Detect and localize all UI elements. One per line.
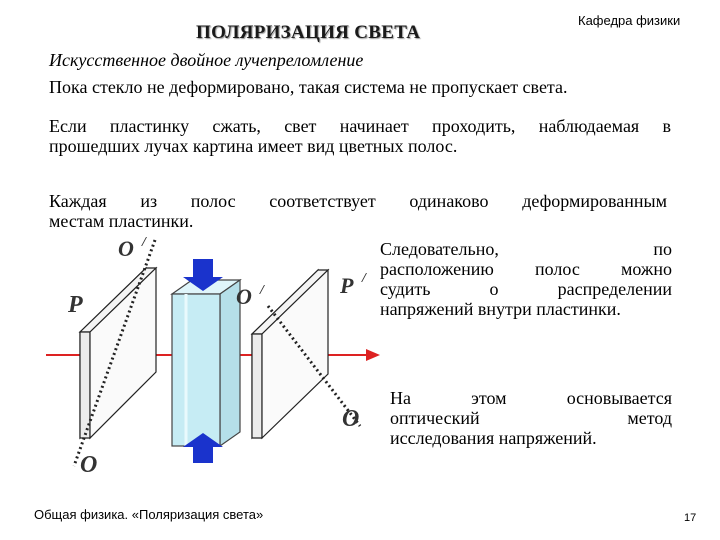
label-p-left: P [68, 292, 83, 318]
label-o-prime-left: O [118, 236, 134, 261]
paragraph-conclusion-line-1: Следовательно, по [380, 239, 672, 259]
glass-plate [172, 280, 240, 446]
paragraph-compression-line-2: прошедших лучах картина имеет вид цветных полос. [49, 136, 458, 156]
paragraph-method-line-1: На этом основывается [390, 388, 672, 408]
label-o-prime-mid: O [236, 284, 252, 309]
text-line-undeformed: Пока стекло не деформировано, такая система не пропускает света. [49, 77, 568, 97]
footer-text: Общая физика. «Поляризация света» [34, 507, 264, 522]
paragraph-conclusion-line-3: судить о распределении [380, 279, 672, 299]
label-o-right: O [342, 406, 360, 432]
paragraph-conclusion-line-2: расположению полос можно [380, 259, 672, 279]
paragraph-stripes-line-1: Каждая из полос соответствует одинаково деформированным [49, 191, 667, 211]
slide-title: ПОЛЯРИЗАЦИЯ СВЕТА [196, 22, 421, 43]
slide-subtitle: Искусственное двойное лучепреломление [49, 50, 364, 70]
light-ray-arrowhead [366, 349, 380, 361]
paragraph-compression-line-1: Если пластинку сжать, свет начинает проходить, наблюдаемая в [49, 116, 671, 136]
polarizer-plate [80, 268, 156, 438]
label-o-bottom: O [80, 452, 98, 478]
paragraph-conclusion [380, 239, 672, 319]
label-o-prime-mid-mark: / [260, 283, 264, 298]
paragraph-method-line-3: исследования напряжений. [390, 428, 597, 448]
label-p-prime-mark: / [362, 271, 366, 286]
page-number: 17 [684, 512, 697, 524]
label-p-prime: P [340, 273, 354, 298]
label-o-prime-left-mark: / [142, 235, 146, 250]
paragraph-stripes-line-2: местам пластинки. [49, 211, 194, 231]
paragraph-conclusion-line-4: напряжений внутри пластинки. [380, 299, 621, 319]
paragraph-method-line-2: оптический метод [390, 408, 672, 428]
paragraph-method [390, 388, 672, 448]
department-label: Кафедра физики [578, 13, 681, 28]
